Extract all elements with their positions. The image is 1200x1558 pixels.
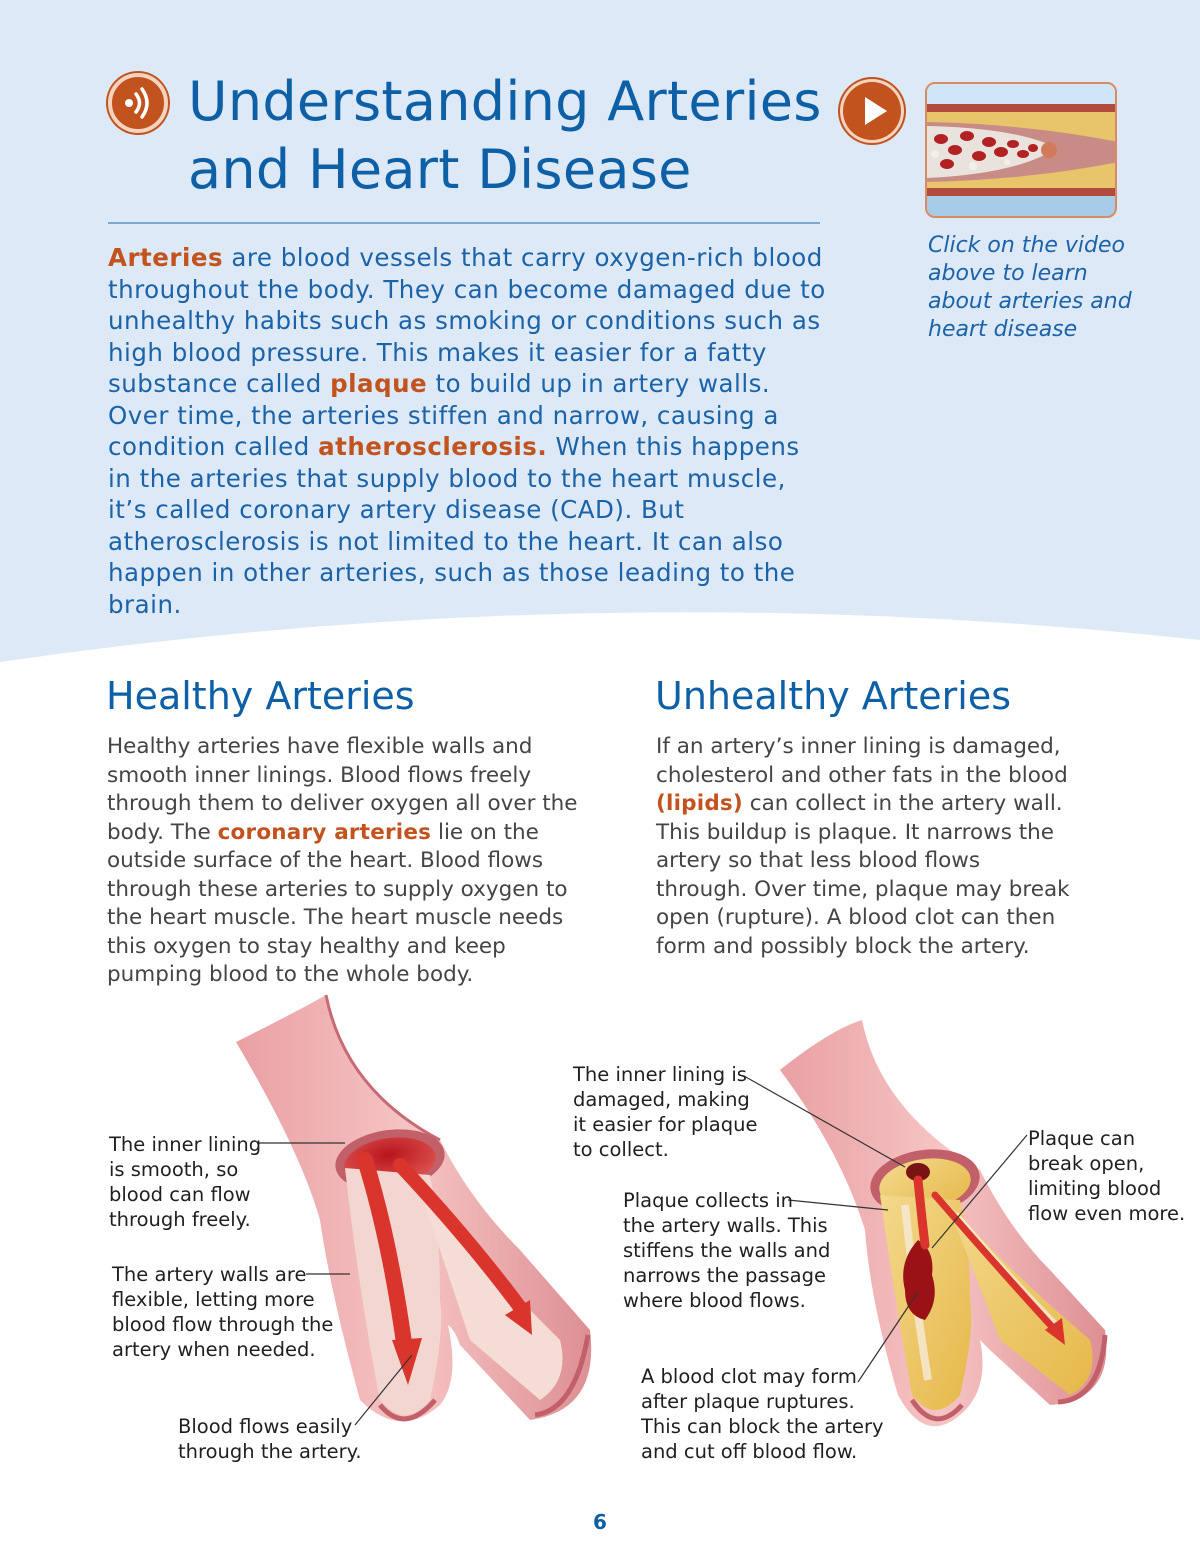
callout-inner-lining-smooth: The inner lining is smooth, so blood can flow through freely. xyxy=(109,1133,262,1231)
intro-text-2: to build up in artery walls. Over time, the arteries stiffen and narrow, causing a condition called xyxy=(108,369,779,461)
page-title: Understanding Arteries and Heart Disease xyxy=(188,70,822,201)
unhealthy-paragraph xyxy=(656,733,1076,961)
unhealthy-heading: Unhealthy Arteries xyxy=(655,674,1012,718)
callout-plaque-break-open: Plaque can break open, limiting blood flow even more. xyxy=(1028,1127,1186,1225)
unhealthy-text-2: can collect in the artery wall. This buildup is plaque. It narrows the artery so that less blood flows through. Over time, plaque may break open (rupture). A blood clot can then form and possibly block the artery. xyxy=(656,791,1070,959)
term-atherosclerosis: atherosclerosis. xyxy=(318,432,548,461)
healthy-heading: Healthy Arteries xyxy=(106,674,415,718)
callout-flexible-walls: The artery walls are flexible, letting more blood flow through the artery when needed. xyxy=(112,1263,334,1361)
intro-text-1: are blood vessels that carry oxygen-rich blood throughout the body. They can become damaged due to unhealthy habits such as smoking or conditions such as high blood pressure. This makes it easier for a fatty substance called xyxy=(108,243,826,398)
intro-text-3: When this happens in the arteries that supply blood to the heart muscle, it’s called coronary artery disease (CAD). But atherosclerosis is not limited to the heart. It can also happen in other arteries, such as those leading to the brain. xyxy=(108,432,800,619)
title-divider xyxy=(108,222,820,224)
term-plaque: plaque xyxy=(330,369,428,398)
unhealthy-text-1: If an artery’s inner lining is damaged, cholesterol and other fats in the blood xyxy=(656,734,1068,788)
term-lipids: (lipids) xyxy=(656,791,743,816)
audio-speaker-icon[interactable] xyxy=(108,73,168,133)
video-thumbnail[interactable] xyxy=(925,82,1117,218)
callout-blood-flows-easily: Blood flows easily through the artery. xyxy=(178,1415,362,1463)
play-icon[interactable] xyxy=(843,82,901,140)
term-coronary-arteries: coronary arteries xyxy=(217,819,432,845)
healthy-text-1: Healthy arteries have flexible walls and smooth inner linings. Blood flows freely through them to deliver oxygen all over the body. The xyxy=(107,734,578,845)
page-number: 6 xyxy=(593,1510,607,1534)
intro-paragraph xyxy=(108,242,828,620)
callout-inner-lining-damaged: The inner lining is damaged, making it easier for plaque to collect. xyxy=(573,1063,758,1161)
video-caption: Click on the video above to learn about arteries and heart disease xyxy=(928,233,1132,342)
callout-plaque-collects: Plaque collects in the artery walls. This stiffens the walls and narrows the passage where blood flows. xyxy=(623,1189,831,1312)
term-arteries: Arteries xyxy=(108,243,224,272)
artery-video-image xyxy=(927,84,1117,218)
healthy-paragraph xyxy=(107,733,607,990)
callout-blood-clot: A blood clot may form after plaque ruptures. This can block the artery and cut off blood flow. xyxy=(641,1365,884,1463)
healthy-text-2: lie on the outside surface of the heart. Blood flows through these arteries to supply oxygen to the heart muscle. The heart muscle needs this oxygen to stay healthy and keep pumping blood to the whole body. xyxy=(107,819,568,987)
